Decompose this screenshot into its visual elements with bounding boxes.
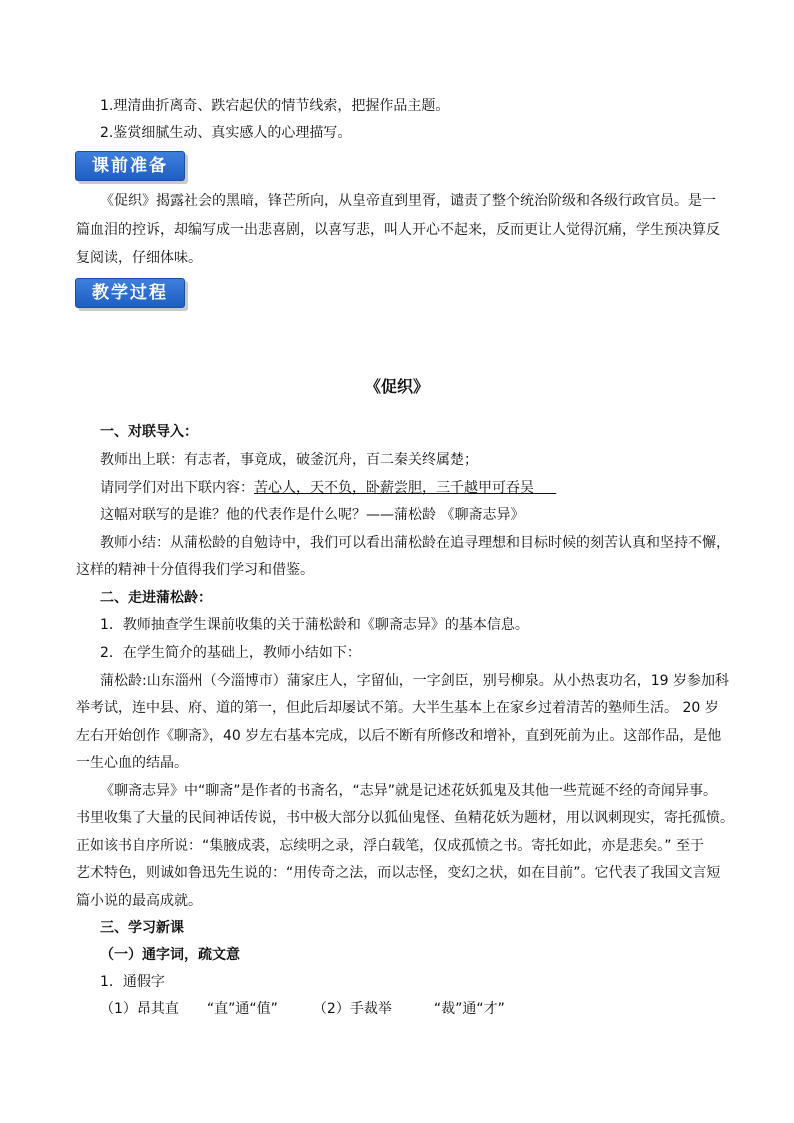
objective-2: 2.鉴赏细腻生动、真实感人的心理描写。 — [100, 125, 352, 141]
s2-p2-line-1: 《聊斋志异》中“聊斋”是作者的书斋名，“志异”就是记述花妖狐鬼及其他一些荒诞不经的奇闻异事。 — [100, 783, 718, 799]
s2-p1-line-3: 左右开始创作《聊斋》，40 岁左右基本完成，以后不断有所修改和增补，直到死前为止。这部作品，是他 — [76, 728, 722, 744]
s1-line-4b: 这样的精神十分值得我们学习和借鉴。 — [76, 562, 314, 578]
s2-p1-line-2: 举考试，连中县、府、道的第一，但此后却屡试不第。大半生基本上在家乡过着清苦的塾师生活。 20 岁 — [76, 700, 719, 716]
s1-heading: 一、对联导入： — [100, 424, 198, 440]
s2-p2-line-3: 正如该书自序所说：“集腋成裘，忘续明之录，浮白载笔，仅成孤愤之书。寄托如此，亦是悲矣。” 至于 — [76, 838, 704, 854]
underline-tail — [534, 480, 556, 496]
s3-tongjia: （1）昂其直 “直”通“值” （2）手裁举 “裁”通“才” — [100, 1001, 505, 1017]
s1-line-2-prefix: 请同学们对出下联内容： — [100, 480, 254, 496]
lesson-title: 《促织》 — [364, 377, 429, 396]
s1-line-2 — [100, 478, 556, 498]
objective-1: 1.理清曲折离奇、跌宕起伏的情节线索，把握作品主题。 — [100, 98, 450, 114]
prep-line-2: 篇血泪的控诉，却编写成一出悲喜剧，以喜写悲，叫人开心不起来，反而更让人觉得沉痛，学生预决算反 — [76, 222, 720, 238]
s1-line-2-answer: 苦心人，天不负，卧薪尝胆，三千越甲可吞吴 — [254, 480, 534, 496]
s3-item: 1．通假字 — [100, 974, 165, 990]
s2-p1-line-1: 蒲松龄:山东淄州（今淄博市）蒲家庄人，字留仙，一字剑臣，别号柳泉。从小热衷功名，19 岁参加科 — [100, 673, 729, 689]
s2-p2-line-2: 书里收集了大量的民间神话传说，书中极大部分以狐仙鬼怪、鱼精花妖为题材，用以讽刺现实，寄托孤愤。 — [76, 810, 734, 826]
s3-subheading: （一）通字词，疏文意 — [100, 947, 240, 963]
s2-p1-line-4: 一生心血的结晶。 — [76, 755, 188, 771]
s2-p2-line-5: 篇小说的最高成就。 — [76, 893, 202, 909]
s3-heading: 三、学习新课 — [100, 920, 184, 936]
prep-line-1: 《促织》揭露社会的黑暗，锋芒所向，从皇帝直到里胥，谴责了整个统治阶级和各级行政官员。是一 — [100, 193, 716, 209]
section-badge-prep: 课前准备 — [75, 151, 185, 181]
prep-line-3: 复阅读，仔细体味。 — [76, 250, 202, 266]
s1-line-1: 教师出上联：有志者，事竟成，破釜沉舟，百二秦关终属楚； — [100, 452, 478, 468]
s2-heading: 二、走进蒲松龄： — [100, 590, 212, 606]
s2-line-2: 2．在学生简介的基础上，教师小结如下： — [100, 645, 361, 661]
s1-line-4a: 教师小结：从蒲松龄的自勉诗中，我们可以看出蒲松龄在追寻理想和目标时候的刻苦认真和坚持不懈， — [100, 535, 730, 551]
section-badge-process: 教学过程 — [75, 278, 185, 308]
s2-p2-line-4: 艺术特色，则诚如鲁迅先生说的：“用传奇之法，而以志怪，变幻之状，如在目前”。它代表了我国文言短 — [76, 865, 721, 881]
s2-line-1: 1．教师抽查学生课前收集的关于蒲松龄和《聊斋志异》的基本信息。 — [100, 617, 529, 633]
s1-line-3: 这幅对联写的是谁？他的代表作是什么呢？——蒲松龄 《聊斋志异》 — [100, 507, 525, 523]
